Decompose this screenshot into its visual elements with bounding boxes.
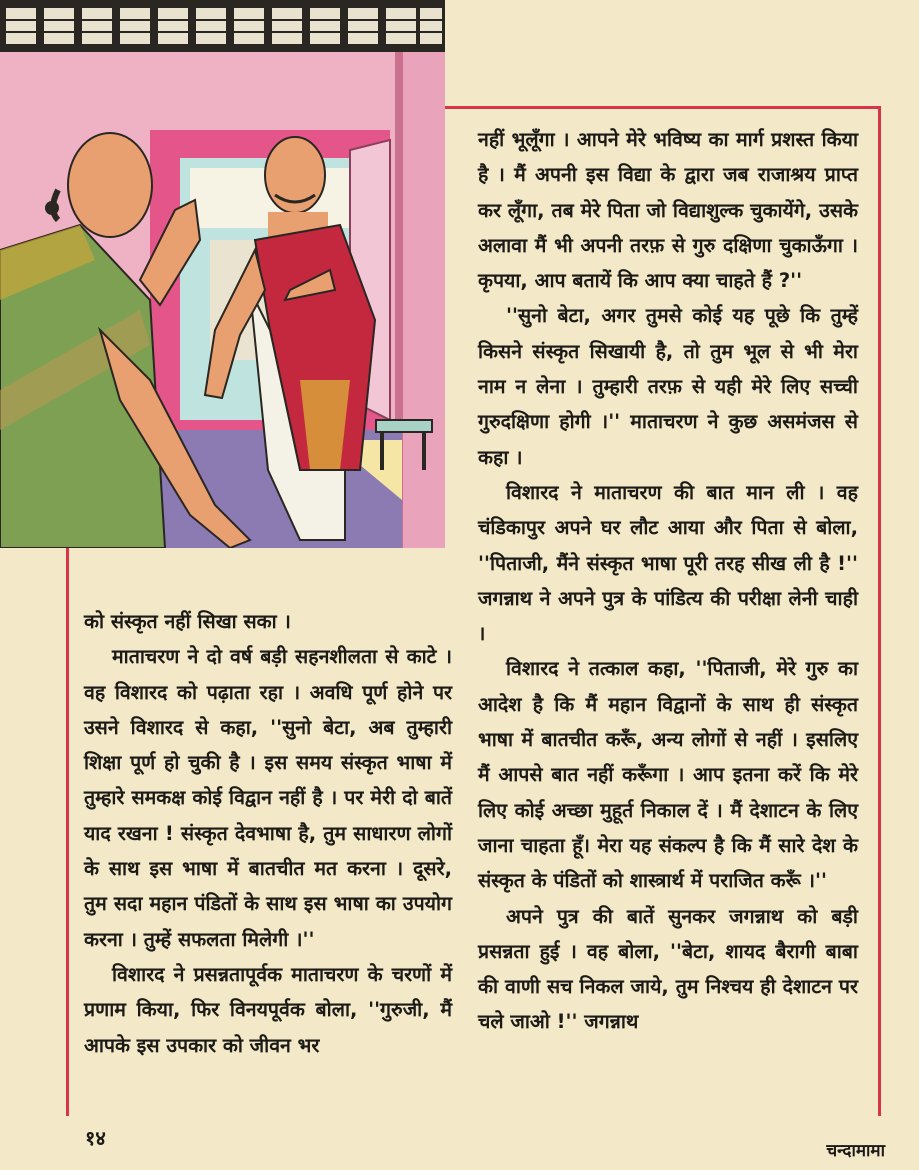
right-text-column [478, 122, 858, 1040]
paragraph: विशारद ने माताचरण की बात मान ली । वह चंडिकापुर अपने घर लौट आया और पिता से बोला, ''पिताजी, मैंने संस्कृत भाषा पूरी तरह सीख ली है !'' जगन्नाथ ने अपने पुत्र के पांडित्य की परीक्षा लेनी चाही । [478, 480, 858, 646]
page-number: १४ [85, 1126, 106, 1150]
story-illustration [0, 0, 445, 548]
left-text-column [84, 604, 452, 1063]
paragraph: अपने पुत्र की बातें सुनकर जगन्नाथ को बड़ी प्रसन्नता हुई । वह बोला, ''बेटा, शायद बैरागी बाबा की वाणी सच निकल जाये, तुम निश्चय ही देशाटन पर चले जाओ !'' जगन्नाथ [478, 904, 858, 1034]
frame-line-right [878, 106, 881, 1116]
paragraph: विशारद ने प्रसन्नतापूर्वक माताचरण के चरणों में प्रणाम किया, फिर विनयपूर्वक बोला, ''गुरुजी, मैं आपके इस उपकार को जीवन भर [84, 962, 452, 1057]
paragraph: ''सुनो बेटा, अगर तुमसे कोई यह पूछे कि तुम्हें किसने संस्कृत सिखायी है, तो तुम भूल से भी मेरा नाम न लेना । तुम्हारी तरफ़ से यही मेरे लिए सच्ची गुरुदक्षिणा होगी ।'' माताचरण ने कुछ असमंजस से कहा । [478, 304, 858, 469]
paragraph: माताचरण ने दो वर्ष बड़ी सहनशीलता से काटे । वह विशारद को पढ़ाता रहा । अवधि पूर्ण होने पर उसने विशारद से कहा, ''सुनो बेटा, अब तुम्हारी शिक्षा पूर्ण हो चुकी है । इस समय संस्कृत भाषा में तुम्हारे समकक्ष कोई विद्वान नहीं है । पर मेरी दो बातें याद रखना ! संस्कृत देवभाषा है, तुम साधारण लोगों के साथ इस भाषा में बातचीत मत करना । दूसरे, तुम सदा महान पंडितों के साथ इस भाषा का उपयोग करना । तुम्हें सफलता मिलेगी ।'' [84, 645, 452, 951]
frame-line-top [445, 106, 881, 109]
frame-line-left [66, 548, 69, 1116]
magazine-name: चन्दामामा [826, 1141, 885, 1161]
paragraph: को संस्कृत नहीं सिखा सका । [84, 610, 291, 633]
paragraph: विशारद ने तत्काल कहा, ''पिताजी, मेरे गुरु का आदेश है कि मैं महान विद्वानों के साथ ही संस्कृत भाषा में बातचीत करूँ, अन्य लोगों से नहीं । इसलिए मैं आपसे बात नहीं करूँगा । आप इतना करें कि मेरे लिए कोई अच्छा मुहूर्त निकाल दें । मैं देशाटन के लिए जाना चाहता हूँ। मेरा यह संकल्प है कि मैं सारे देश के संस्कृत के पंडितों को शास्त्रार्थ में पराजित करूँ ।'' [478, 657, 858, 893]
two-men-conversation-illustration-icon [0, 0, 445, 548]
paragraph: नहीं भूलूँगा । आपने मेरे भविष्य का मार्ग प्रशस्त किया है । मैं अपनी इस विद्या के द्वारा जब राजाश्रय प्राप्त कर लूँगा, तब मेरे पिता जो विद्याशुल्क चुकायेंगे, उसके अलावा मैं भी अपनी तरफ़ से गुरु दक्षिणा चुकाऊँगा । कृपया, आप बतायें कि आप क्या चाहते हैं ?'' [478, 128, 858, 293]
